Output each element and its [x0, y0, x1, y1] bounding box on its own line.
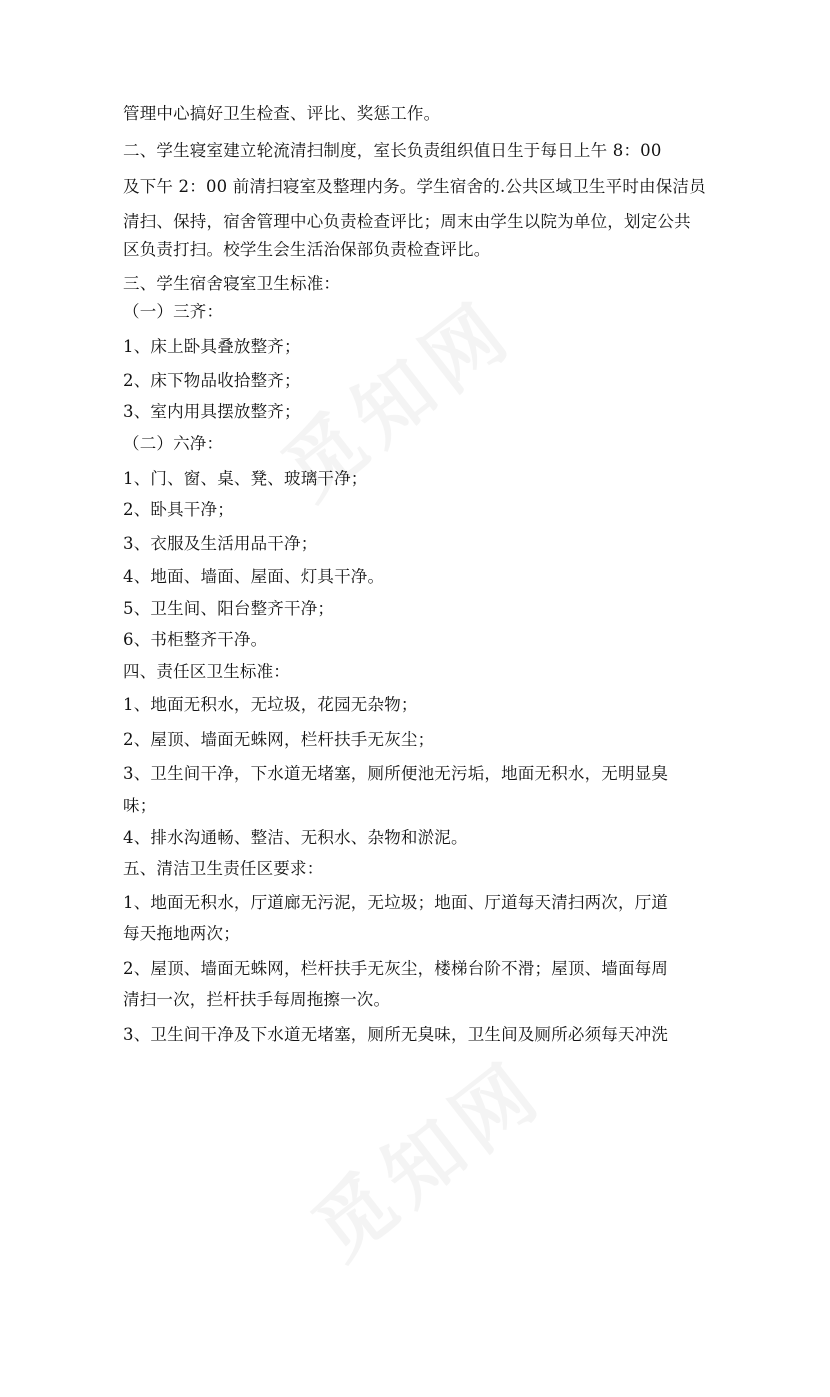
watermark [286, 983, 714, 1397]
text-line: 2、床下物品收拾整齐； [123, 371, 301, 390]
text-line: 3、卫生间干净，下水道无堵塞，厕所便池无污垢，地面无积水，无明显臭 [123, 764, 669, 783]
text-line: 每天拖地两次； [123, 924, 240, 943]
text-line: 1、地面无积水，无垃圾，花园无杂物； [123, 695, 418, 714]
text-line: 五、清洁卫生责任区要求： [123, 859, 324, 878]
text-line: 1、床上卧具叠放整齐； [123, 337, 301, 356]
text-line: 4、排水沟通畅、整洁、无积水、杂物和淤泥。 [123, 828, 468, 847]
text-line: （一）三齐： [123, 302, 224, 321]
text-line: （二）六净： [123, 434, 224, 453]
text-line: 3、衣服及生活用品干净； [123, 534, 318, 553]
text-line: 三、学生宿舍寝室卫生标准： [123, 274, 341, 293]
text-line: 2、屋顶、墙面无蛛网，栏杆扶手无灰尘，楼梯台阶不滑；屋顶、墙面每周 [123, 959, 669, 978]
text-line: 四、责任区卫生标准： [123, 662, 290, 681]
text-line: 及下午 2：00 前清扫寝室及整理内务。学生宿舍的.公共区域卫生平时由保洁员 [123, 177, 706, 196]
text-line: 2、屋顶、墙面无蛛网，栏杆扶手无灰尘； [123, 730, 435, 749]
text-line: 1、地面无积水，厅道廊无污泥，无垃圾；地面、厅道每天清扫两次，厅道 [123, 893, 669, 912]
text-line: 二、学生寝室建立轮流清扫制度，室长负责组织值日生于每日上午 8：00 [123, 141, 662, 160]
text-line: 清扫一次，拦杆扶手每周拖擦一次。 [123, 990, 391, 1009]
text-line: 区负责打扫。校学生会生活治保部负责检查评比。 [123, 240, 491, 259]
text-line: 3、卫生间干净及下水道无堵塞，厕所无臭味，卫生间及厕所必须每天冲洗 [123, 1025, 669, 1044]
text-line: 4、地面、墙面、屋面、灯具干净。 [123, 567, 385, 586]
text-line: 味； [123, 796, 157, 815]
text-line: 清扫、保持，宿舍管理中心负责检查评比；周末由学生以院为单位，划定公共 [123, 212, 691, 231]
text-line: 5、卫生间、阳台整齐干净； [123, 599, 335, 618]
text-line: 6、书柜整齐干净。 [123, 630, 268, 649]
text-line: 1、门、窗、桌、凳、玻璃干净； [123, 469, 368, 488]
text-line: 管理中心搞好卫生检查、评比、奖惩工作。 [123, 104, 441, 123]
text-line: 2、卧具干净； [123, 500, 234, 519]
text-line: 3、室内用具摆放整齐； [123, 402, 301, 421]
